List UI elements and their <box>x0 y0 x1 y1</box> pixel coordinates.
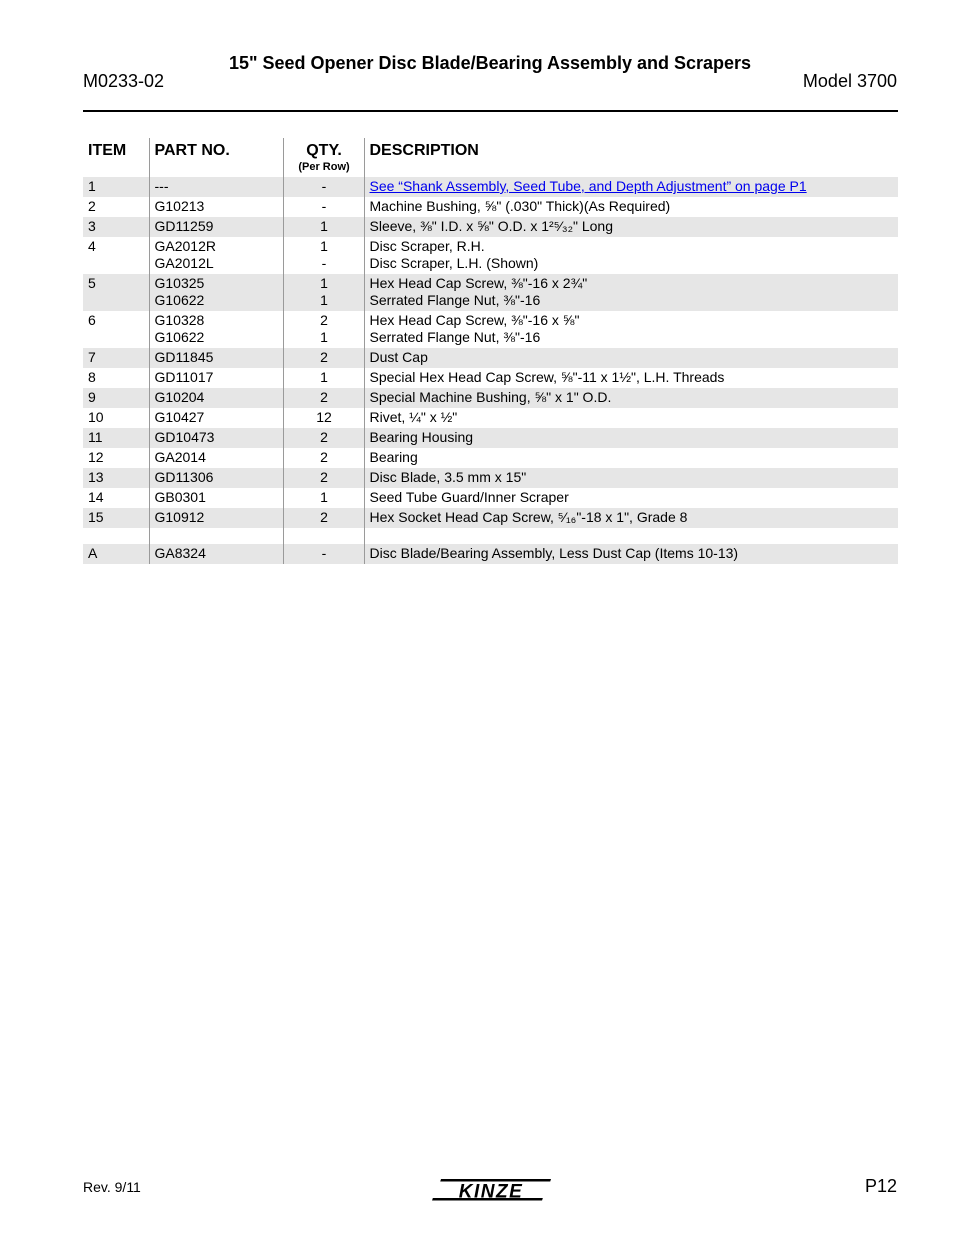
table-row <box>83 428 898 448</box>
part-number-cell <box>149 348 283 368</box>
quantity-cell <box>283 468 364 488</box>
description-cell <box>364 217 898 237</box>
quantity-cell-line: 2 <box>320 429 328 445</box>
revision-date: Rev. 9/11 <box>83 1179 141 1195</box>
description-cell-line: Machine Bushing, ⅝" (.030" Thick)(As Required) <box>369 198 671 214</box>
quantity-cell <box>283 408 364 428</box>
part-number-cell-line: GD11017 <box>154 369 214 385</box>
item-cell: 12 <box>88 449 104 465</box>
part-number-cell <box>149 408 283 428</box>
qty-label: QTY. <box>306 142 342 159</box>
description-cell <box>364 274 898 311</box>
item-cell: 8 <box>88 369 96 385</box>
item-cell: A <box>83 544 149 564</box>
description-cell-line: Bearing <box>369 449 418 465</box>
table-row <box>83 274 898 311</box>
quantity-cell-line: 1 <box>320 275 328 291</box>
parts-table-body <box>83 177 898 564</box>
description-cell-line: Seed Tube Guard/Inner Scraper <box>369 489 569 505</box>
part-number-cell-line: GD11306 <box>154 469 214 485</box>
part-number-cell <box>149 274 283 311</box>
table-row <box>83 388 898 408</box>
quantity-cell-line: 1 <box>320 489 328 505</box>
description-cell-line: Special Hex Head Cap Screw, ⅝"-11 x 1½", L.H. Threads <box>369 369 725 385</box>
description-cell-line: Serrated Flange Nut, ⅜"-16 <box>369 292 541 308</box>
description-cell-line: Bearing Housing <box>369 429 474 445</box>
part-number-cell-line: G10328 <box>154 312 205 328</box>
part-number-cell-line: G10622 <box>154 292 205 308</box>
quantity-cell <box>283 544 364 564</box>
table-row <box>83 408 898 428</box>
item-cell: 15 <box>83 508 149 528</box>
column-header-description: DESCRIPTION <box>364 138 898 177</box>
table-row <box>83 197 898 217</box>
kinze-logo <box>430 1176 552 1204</box>
part-number-cell <box>149 428 283 448</box>
part-number-cell-line: GD11845 <box>154 349 214 365</box>
column-header-part-no: PART NO. <box>149 138 283 177</box>
description-cell <box>364 177 898 197</box>
quantity-cell-line: 1 <box>320 238 328 254</box>
model-name: Model 3700 <box>802 71 897 91</box>
quantity-cell <box>283 274 364 311</box>
description-cell-line: Hex Head Cap Screw, ⅜"-16 x 2¾" <box>369 275 588 291</box>
quantity-cell-line: 2 <box>320 349 328 365</box>
description-cell-line: Disc Scraper, R.H. <box>369 238 485 254</box>
table-row <box>83 368 898 388</box>
description-cell-line: Hex Socket Head Cap Screw, ⁵⁄₁₆"-18 x 1", Grade 8 <box>369 509 688 525</box>
item-cell: 9 <box>83 388 149 408</box>
part-number-cell-line: G10204 <box>154 389 205 405</box>
description-cell-line: Serrated Flange Nut, ⅜"-16 <box>369 329 541 345</box>
item-cell: 10 <box>88 409 104 425</box>
svg-text:KINZE: KINZE <box>458 1181 524 1203</box>
table-row <box>83 468 898 488</box>
document-number: M0233-02 <box>83 71 165 91</box>
quantity-cell-line: - <box>321 198 327 214</box>
quantity-cell <box>283 388 364 408</box>
description-cell-line: Dust Cap <box>369 349 428 365</box>
quantity-cell-line: 2 <box>320 509 328 525</box>
description-cell-line: Rivet, ¼" x ½" <box>369 409 458 425</box>
part-number-cell-line: GA2012L <box>154 255 214 271</box>
cross-reference-link[interactable]: See “Shank Assembly, Seed Tube, and Depth Adjustment” on page P1 <box>369 178 807 194</box>
part-number-cell-line: GA2014 <box>154 449 206 465</box>
part-number-cell <box>149 217 283 237</box>
table-row <box>83 448 898 468</box>
description-cell-line: Disc Blade/Bearing Assembly, Less Dust Cap (Items 10-13) <box>369 545 739 561</box>
quantity-cell-line: 12 <box>316 409 332 425</box>
quantity-cell-line: 2 <box>320 469 328 485</box>
part-number-cell <box>149 448 283 468</box>
table-row <box>83 177 898 197</box>
item-cell: 13 <box>83 468 149 488</box>
table-row <box>83 544 898 564</box>
table-row <box>83 311 898 348</box>
item-cell: 7 <box>83 348 149 368</box>
part-number-cell-line: GD11259 <box>154 218 214 234</box>
part-number-cell-line: GB0301 <box>154 489 206 505</box>
quantity-cell-line: - <box>321 255 327 271</box>
quantity-cell <box>283 177 364 197</box>
quantity-cell <box>283 348 364 368</box>
quantity-cell-line: 2 <box>320 449 328 465</box>
parts-table <box>83 138 898 564</box>
quantity-cell <box>283 428 364 448</box>
quantity-cell <box>283 311 364 348</box>
table-row <box>83 508 898 528</box>
quantity-cell-line: 2 <box>320 312 328 328</box>
column-header-item: ITEM <box>88 142 127 159</box>
quantity-cell <box>283 488 364 508</box>
part-number-cell <box>149 468 283 488</box>
description-cell <box>364 311 898 348</box>
spacer-cell <box>83 528 149 544</box>
item-cell: 14 <box>88 489 104 505</box>
description-cell <box>364 197 898 217</box>
part-number-cell <box>149 311 283 348</box>
quantity-cell <box>283 237 364 274</box>
quantity-cell <box>283 448 364 468</box>
description-cell-line: Disc Blade, 3.5 mm x 15" <box>369 469 527 485</box>
item-cell: 1 <box>83 177 149 197</box>
quantity-cell <box>283 508 364 528</box>
quantity-cell-line: - <box>321 545 327 561</box>
description-cell <box>364 448 898 468</box>
description-cell <box>364 408 898 428</box>
quantity-cell-line: 2 <box>320 389 328 405</box>
part-number-cell-line: G10912 <box>154 509 205 525</box>
description-cell <box>364 428 898 448</box>
part-number-cell-line: GA2012R <box>154 238 216 254</box>
description-cell <box>364 368 898 388</box>
part-number-cell-line: GA8324 <box>154 545 206 561</box>
description-cell <box>364 388 898 408</box>
item-cell: 3 <box>83 217 149 237</box>
part-number-cell <box>149 508 283 528</box>
description-cell-line: Disc Scraper, L.H. (Shown) <box>369 255 539 271</box>
part-number-cell-line: --- <box>154 178 169 194</box>
parts-table-header <box>83 138 898 177</box>
table-row <box>83 217 898 237</box>
quantity-cell-line: 1 <box>320 369 328 385</box>
column-header-qty <box>283 138 364 177</box>
part-number-cell <box>149 197 283 217</box>
description-cell-line: Hex Head Cap Screw, ⅜"-16 x ⅝" <box>369 312 580 328</box>
part-number-cell <box>149 368 283 388</box>
page-title: 15" Seed Opener Disc Blade/Bearing Assembly and Scrapers <box>228 53 752 73</box>
quantity-cell-line: - <box>321 178 327 194</box>
part-number-cell <box>149 388 283 408</box>
item-cell: 11 <box>83 428 149 448</box>
table-row <box>83 348 898 368</box>
part-number-cell <box>149 488 283 508</box>
item-cell: 5 <box>83 274 149 311</box>
item-cell: 4 <box>88 238 96 254</box>
part-number-cell <box>149 237 283 274</box>
part-number-cell <box>149 177 283 197</box>
description-cell <box>364 348 898 368</box>
part-number-cell-line: G10213 <box>154 198 205 214</box>
table-spacer-row <box>83 528 898 544</box>
spacer-cell <box>364 528 898 544</box>
description-cell <box>364 237 898 274</box>
quantity-cell-line: 1 <box>320 329 328 345</box>
quantity-cell-line: 1 <box>320 218 328 234</box>
quantity-cell <box>283 197 364 217</box>
qty-per-row-label: (Per Row) <box>298 161 350 173</box>
part-number-cell-line: G10325 <box>154 275 205 291</box>
table-row <box>83 488 898 508</box>
item-cell: 2 <box>88 198 96 214</box>
spacer-cell <box>149 528 283 544</box>
part-number-cell-line: GD10473 <box>154 429 215 445</box>
description-cell-line: Sleeve, ⅜" I.D. x ⅝" O.D. x 1²⁵⁄₃₂" Long <box>369 218 614 234</box>
description-cell <box>364 468 898 488</box>
part-number-cell-line: G10622 <box>154 329 205 345</box>
part-number-cell <box>149 544 283 564</box>
description-cell-line: Special Machine Bushing, ⅝" x 1" O.D. <box>369 389 612 405</box>
page-number: P12 <box>864 1176 897 1196</box>
quantity-cell-line: 1 <box>320 292 328 308</box>
quantity-cell <box>283 217 364 237</box>
part-number-cell-line: G10427 <box>154 409 205 425</box>
description-cell <box>364 488 898 508</box>
table-row <box>83 237 898 274</box>
quantity-cell <box>283 368 364 388</box>
header-divider <box>83 110 898 112</box>
spacer-cell <box>283 528 364 544</box>
description-cell <box>364 544 898 564</box>
item-cell: 6 <box>88 312 96 328</box>
description-cell <box>364 508 898 528</box>
